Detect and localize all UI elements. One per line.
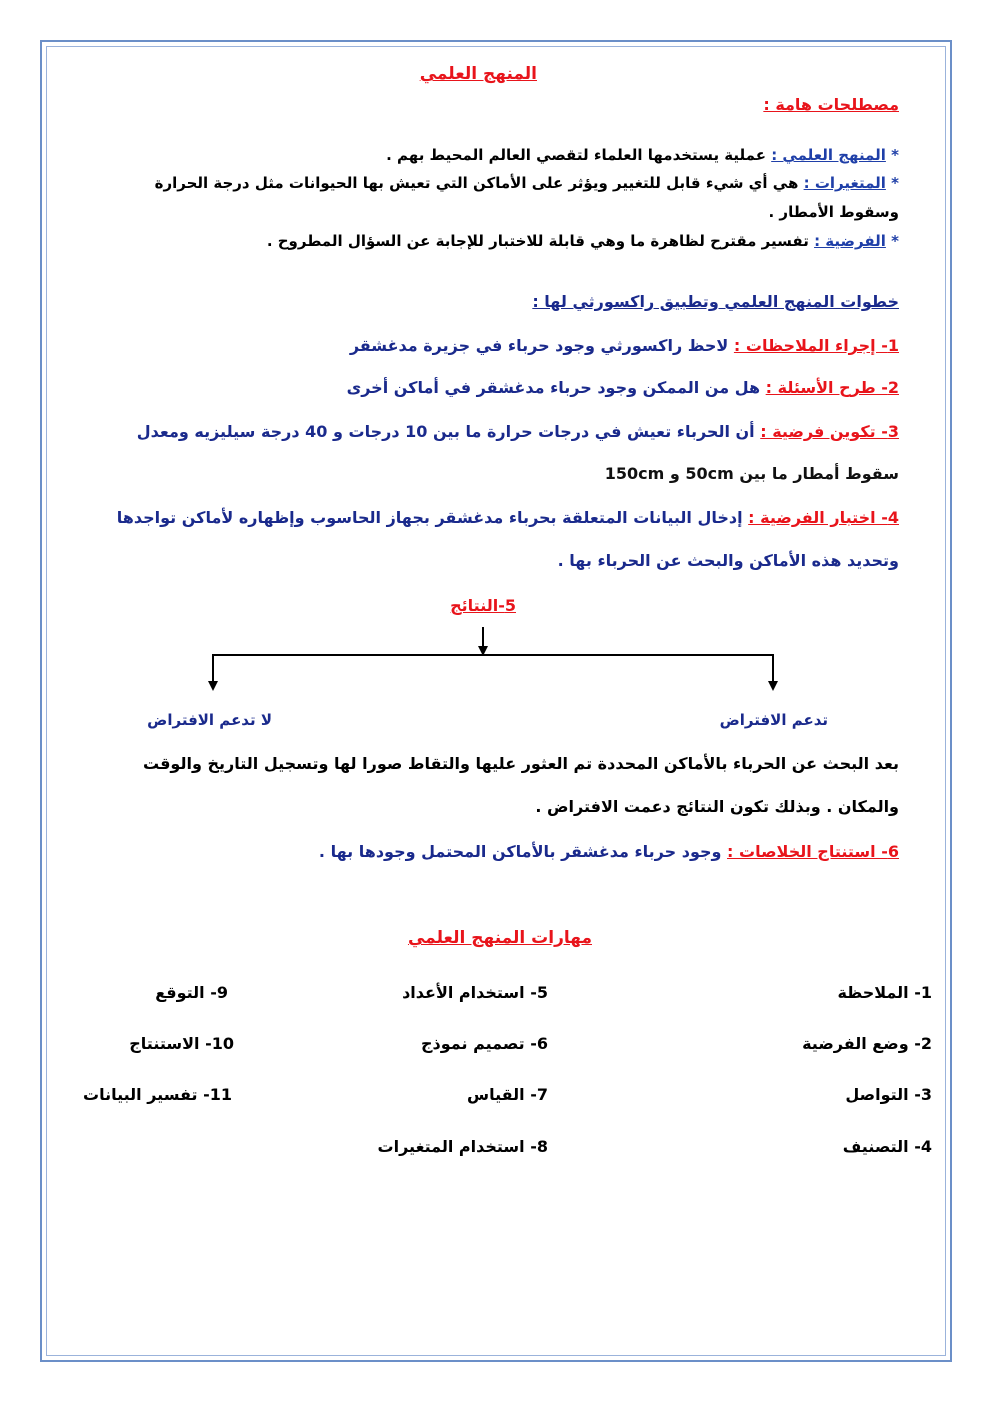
step-hypothesis-continuation: سقوط أمطار ما بين 50cm و 150cm	[604, 464, 899, 483]
term-hypothesis	[267, 232, 899, 250]
step-label: 2- طرح الأسئلة :	[765, 378, 899, 397]
step-label: 3- تكوين فرضية :	[760, 422, 899, 441]
branch-right-arrow	[768, 681, 778, 691]
branch-right-line	[772, 654, 774, 682]
step-observation	[350, 336, 899, 355]
skill-item: 9- التوقع	[155, 983, 228, 1002]
step-label: 4- اختبار الفرضية :	[748, 508, 899, 527]
step-text: أن الحرباء تعيش في درجات حرارة ما بين 10 درجات و 40 درجة سيليزيه ومعدل	[136, 422, 755, 441]
result-not-supports: لا تدعم الافتراض	[147, 711, 272, 729]
results-text-line1: بعد البحث عن الحرباء بالأماكن المحددة تم العثور عليها والتقاط صورا لها وتسجيل التاريخ والوقت	[143, 754, 899, 773]
step-text: لاحظ راكسورثي وجود حرباء في جزيرة مدغشقر	[349, 336, 729, 355]
skill-item: 8- استخدام المتغيرات	[377, 1137, 548, 1156]
skills-heading: مهارات المنهج العلمي	[407, 928, 592, 948]
skill-item: 1- الملاحظة	[837, 983, 932, 1002]
step-label: 1- إجراء الملاحظات :	[733, 336, 899, 355]
skill-item: 2- وضع الفرضية	[802, 1034, 932, 1053]
conclusion	[319, 842, 899, 861]
term-label: المتغيرات :	[803, 174, 886, 192]
skill-item: 11- تفسير البيانات	[83, 1085, 232, 1104]
result-supports: تدعم الافتراض	[719, 711, 828, 729]
step-testing	[117, 508, 899, 527]
branch-left-arrow	[208, 681, 218, 691]
step-text: هل من الممكن وجود حرباء مدغشقر في أماكن أخرى	[346, 378, 761, 397]
term-bullet: *	[891, 146, 899, 164]
step-testing-continuation: وتحديد هذه الأماكن والبحث عن الحرباء بها .	[557, 551, 899, 570]
term-definition: عملية يستخدمها العلماء لتقصي العالم المحيط بهم .	[386, 146, 766, 164]
steps-heading: خطوات المنهج العلمي وتطبيق راكسورثي لها :	[532, 292, 899, 311]
skill-item: 6- تصميم نموذج	[420, 1034, 548, 1053]
term-scientific-method	[386, 146, 899, 164]
step-questions	[347, 378, 899, 397]
conclusion-text: وجود حرباء مدغشقر بالأماكن المحتمل وجودها بها .	[318, 842, 722, 861]
results-label: 5-النتائج	[450, 596, 516, 615]
results-branch-line	[212, 654, 774, 656]
term-definition: هي أي شيء قابل للتغيير ويؤثر على الأماكن التي تعيش بها الحيوانات مثل درجة الحرارة	[154, 174, 799, 192]
term-bullet: *	[891, 174, 899, 192]
term-variables	[155, 174, 899, 192]
skill-item: 7- القياس	[467, 1085, 548, 1104]
branch-left-line	[212, 654, 214, 682]
results-text-line2: والمكان . وبذلك تكون النتائج دعمت الافتراض .	[535, 797, 899, 816]
term-bullet: *	[891, 232, 899, 250]
page-title: المنهج العلمي	[419, 64, 537, 84]
skill-item: 5- استخدام الأعداد	[402, 983, 548, 1002]
step-text: إدخال البيانات المتعلقة بحرباء مدغشقر بجهاز الحاسوب وإظهاره لأماكن تواجدها	[116, 508, 743, 527]
term-label: الفرضية :	[814, 232, 886, 250]
skill-item: 3- التواصل	[845, 1085, 932, 1104]
skill-item: 4- التصنيف	[842, 1137, 932, 1156]
skill-item: 10- الاستنتاج	[129, 1034, 234, 1053]
conclusion-label: 6- استنتاج الخلاصات :	[727, 842, 899, 861]
term-definition: تفسير مقترح لظاهرة ما وهي قابلة للاختبار للإجابة عن السؤال المطروح .	[266, 232, 809, 250]
step-hypothesis	[137, 422, 899, 441]
term-label: المنهج العلمي :	[771, 146, 886, 164]
terms-heading: مصطلحات هامة :	[763, 95, 899, 114]
term-variables-continuation: وسقوط الأمطار .	[768, 203, 899, 221]
